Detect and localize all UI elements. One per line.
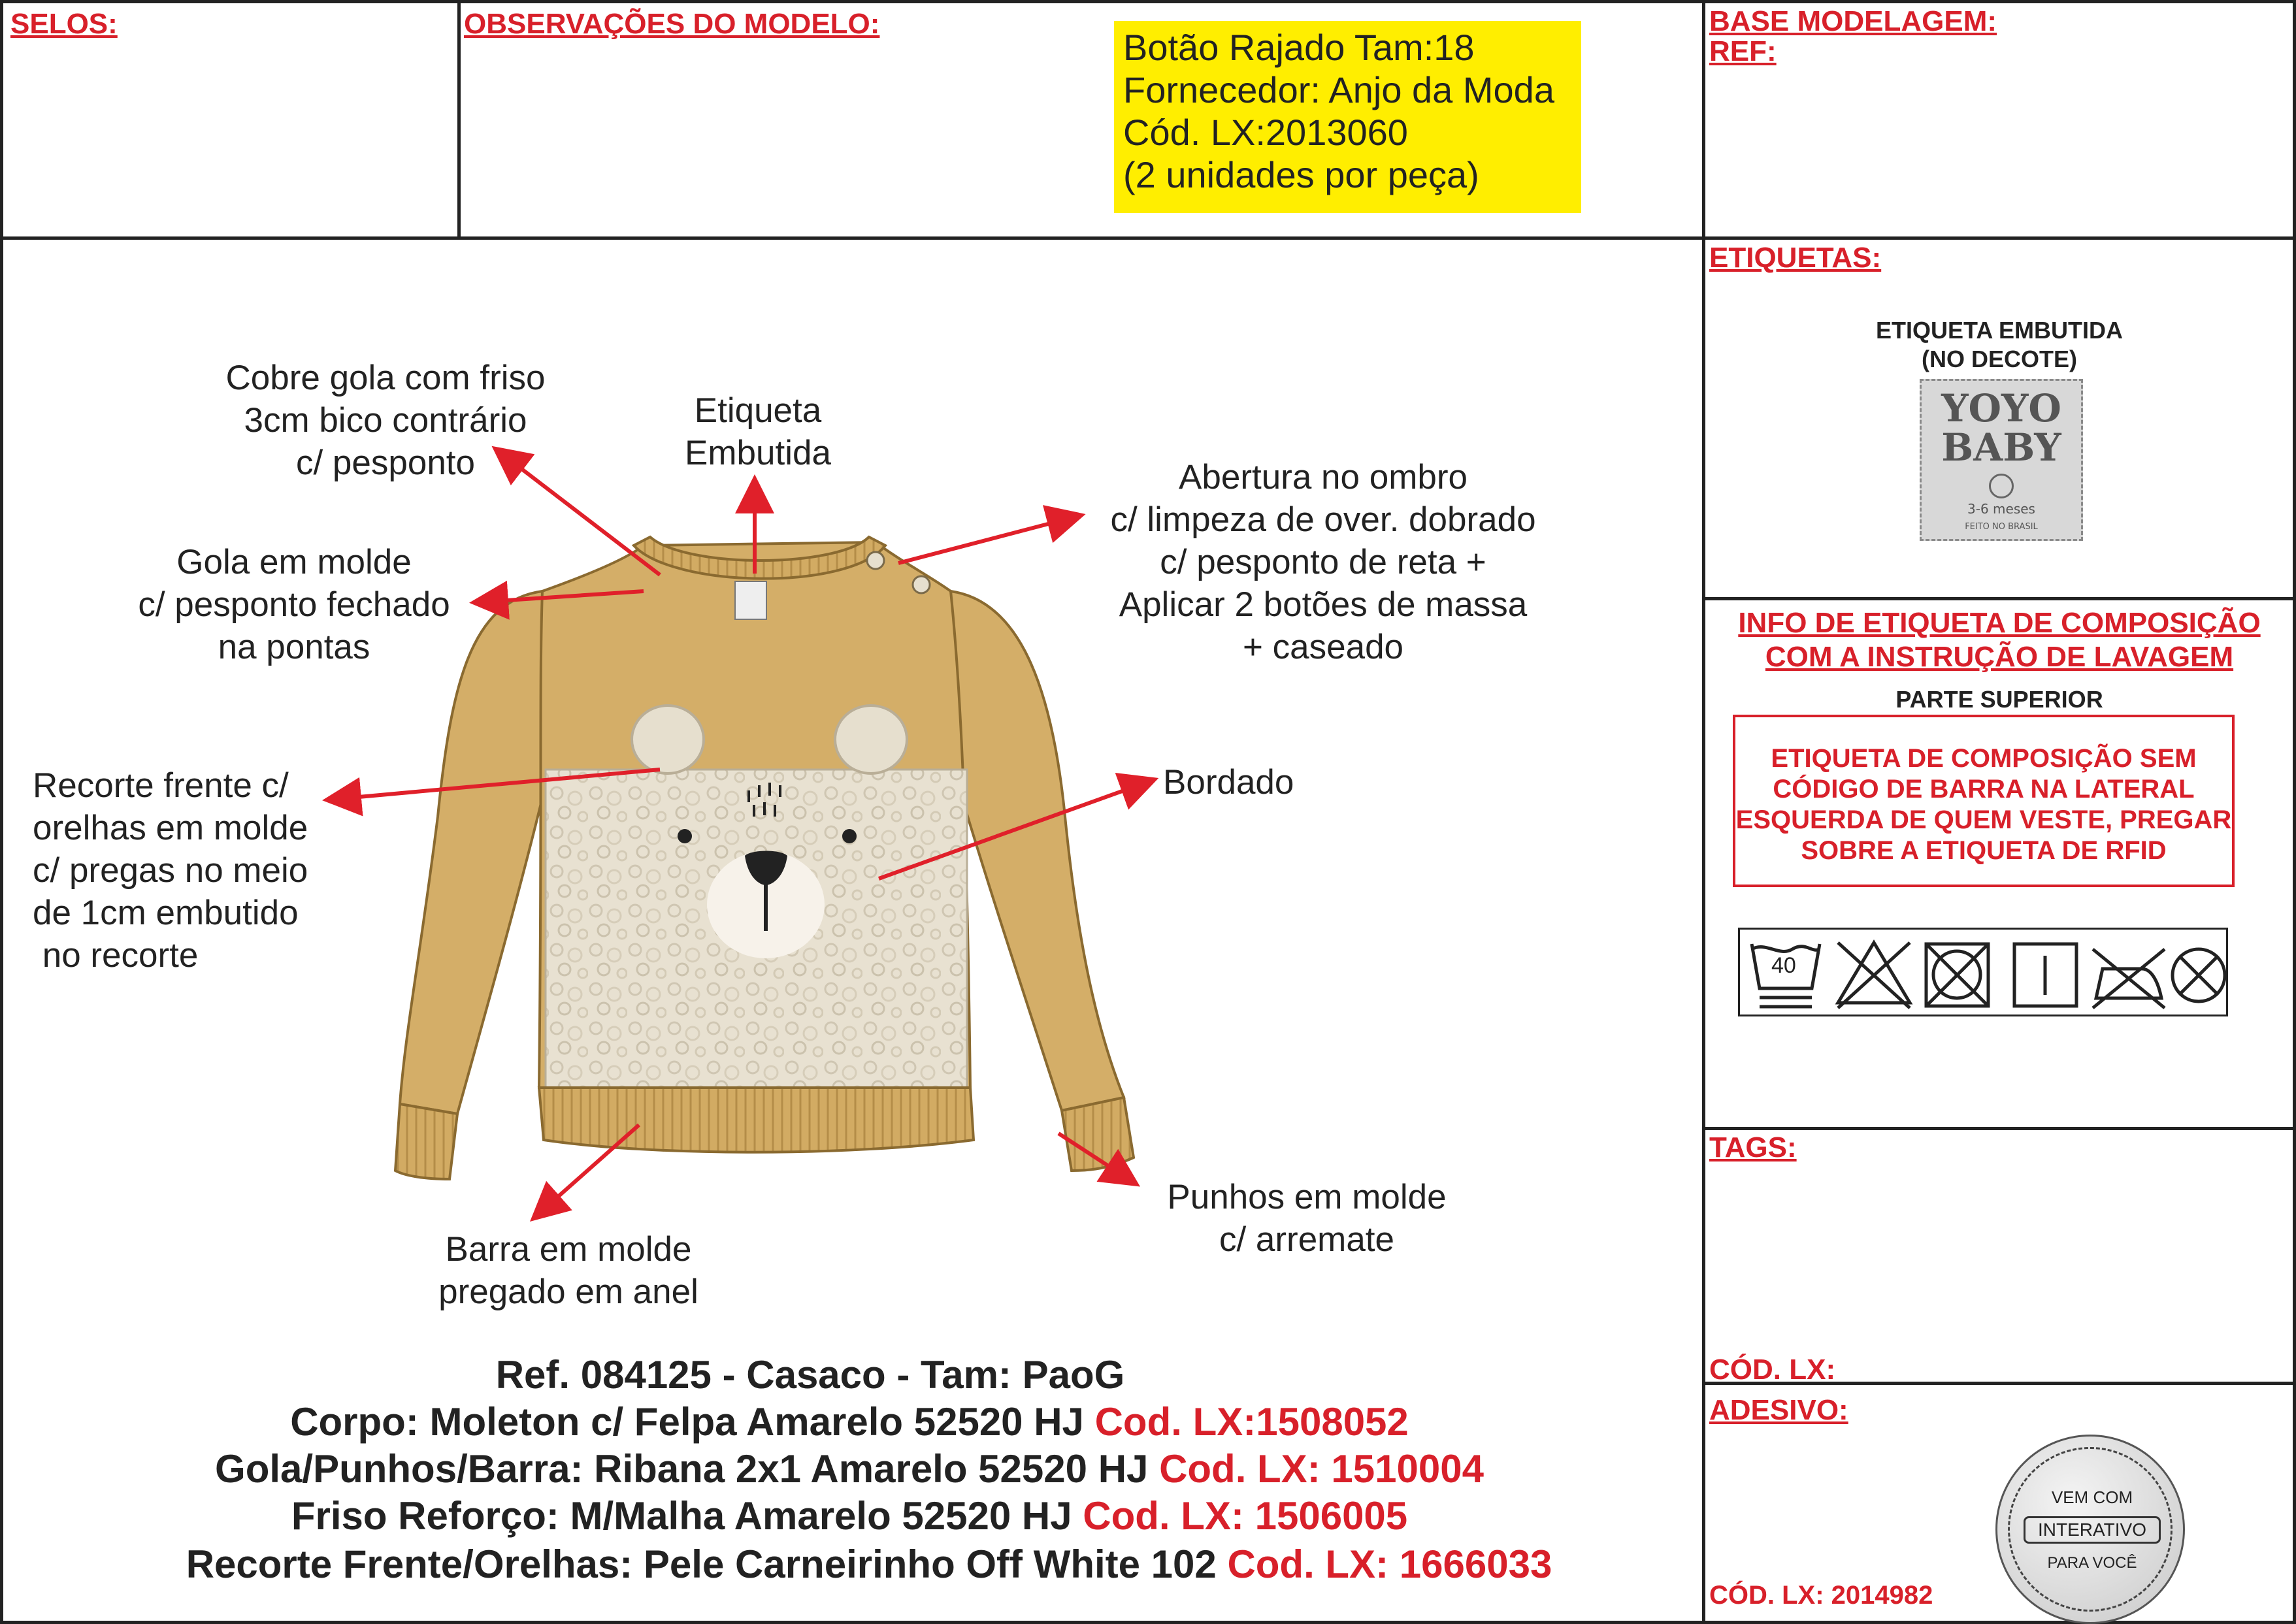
button-note-line: (2 unidades por peça)	[1123, 154, 1479, 195]
note-line: c/ pesponto de reta +	[1160, 543, 1486, 581]
reference-code: Cod. LX:1508052	[1094, 1400, 1409, 1444]
reference-line	[20, 1542, 1718, 1587]
note-cobre-gola	[203, 357, 568, 484]
button-note-line: Botão Rajado Tam:18	[1123, 27, 1475, 68]
note-line: orelhas em molde	[33, 809, 308, 847]
note-line: Barra em molde	[445, 1230, 692, 1269]
warning-line: CÓDIGO DE BARRA NA LATERAL	[1773, 775, 2195, 804]
reference-line	[0, 1399, 1699, 1444]
note-line: Punhos em molde	[1167, 1178, 1447, 1216]
no-dry-clean-icon	[2173, 949, 2225, 1001]
note-line: c/ pesponto	[295, 444, 476, 482]
reference-code: Cod. LX: 1506005	[1083, 1494, 1408, 1538]
left-sleeve	[400, 591, 549, 1114]
shoulder-button	[867, 552, 884, 569]
title-line: (NO DECOTE)	[1922, 346, 2077, 372]
left-ear	[632, 706, 704, 773]
rfid-warning	[1733, 715, 2235, 887]
note-line: Gola em molde	[176, 543, 412, 581]
left-cuff	[395, 1104, 457, 1179]
button-note-line: Cód. LX:2013060	[1123, 112, 1408, 153]
line-dry-icon	[2014, 944, 2076, 1006]
note-line: na pontas	[218, 628, 370, 666]
warning-line: ESQUERDA DE QUEM VESTE, PREGAR	[1735, 805, 2232, 834]
note-line: Aplicar 2 botões de massa	[1119, 585, 1528, 624]
etiqueta-embutida-title	[1731, 316, 2267, 374]
no-tumble-dry-icon	[1926, 944, 1988, 1006]
bear-eye	[678, 829, 692, 843]
warning-line: SOBRE A ETIQUETA DE RFID	[1801, 836, 2167, 865]
note-recorte-frente	[33, 764, 308, 977]
tag-origin: FEITO NO BRASIL	[1965, 522, 2038, 532]
note-line: Recorte frente c/	[33, 766, 289, 805]
interativo-seal	[1995, 1435, 2185, 1624]
yoyo-baby-tag	[1920, 379, 2083, 541]
tags-label: TAGS:	[1709, 1131, 1797, 1163]
note-line: Bordado	[1163, 763, 1294, 802]
reference-text: Corpo: Moleton c/ Felpa Amarelo 52520 HJ	[290, 1400, 1095, 1444]
arrow-abertura	[898, 516, 1078, 563]
note-abertura-ombro	[1072, 456, 1575, 668]
title-line: ETIQUETA EMBUTIDA	[1876, 317, 2123, 344]
reference-title: Ref. 084125 - Casaco - Tam: PaoG	[495, 1353, 1125, 1397]
note-gola-molde	[111, 541, 477, 668]
right-sleeve	[951, 591, 1124, 1111]
reference-line	[0, 1493, 1699, 1538]
hem	[539, 1088, 974, 1152]
note-line: Etiqueta	[694, 391, 822, 430]
adesivo-cod-lx: CÓD. LX: 2014982	[1709, 1581, 1933, 1610]
note-line: Embutida	[685, 434, 831, 472]
note-punhos-molde	[1140, 1176, 1473, 1261]
note-line: pregado em anel	[438, 1273, 698, 1311]
right-ear	[835, 706, 907, 773]
note-line: c/ pesponto fechado	[138, 585, 450, 624]
seal-line: VEM COM	[2051, 1487, 2133, 1507]
info-line: INFO DE ETIQUETA DE COMPOSIÇÃO	[1738, 607, 2261, 639]
shoulder-button	[913, 576, 930, 593]
reference-line	[0, 1446, 1699, 1491]
parte-superior: PARTE SUPERIOR	[1895, 686, 2103, 713]
neck-label	[735, 581, 766, 619]
note-line: + caseado	[1242, 628, 1404, 666]
adesivo-label: ADESIVO:	[1709, 1394, 1848, 1426]
note-bordado	[1163, 761, 1294, 804]
no-iron-icon	[2093, 949, 2165, 1008]
ref-label: REF:	[1709, 35, 1777, 67]
bear-eye	[842, 829, 857, 843]
reference-text: Gola/Punhos/Barra: Ribana 2x1 Amarelo 52520 HJ	[215, 1447, 1160, 1491]
tag-logo-line: BABY	[1941, 425, 2061, 470]
tag-logo-line: YOYO	[1941, 386, 2061, 430]
reference-text: Friso Reforço: M/Malha Amarelo 52520 HJ	[291, 1494, 1083, 1538]
reference-code: Cod. LX: 1666033	[1227, 1542, 1552, 1586]
warning-line: ETIQUETA DE COMPOSIÇÃO SEM	[1771, 744, 2197, 773]
selos-label: SELOS:	[10, 8, 118, 40]
wash-temp: 40	[1771, 953, 1796, 978]
reference-text: Recorte Frente/Orelhas: Pele Carneirinho Off White 102	[186, 1542, 1228, 1586]
note-line: c/ limpeza de over. dobrado	[1110, 500, 1536, 539]
info-etiqueta-label	[1705, 606, 2293, 674]
note-line: Cobre gola com friso	[225, 359, 546, 397]
etiquetas-label: ETIQUETAS:	[1709, 242, 1882, 274]
info-line: COM A INSTRUÇÃO DE LAVAGEM	[1765, 641, 2234, 673]
note-etiqueta-embutida	[660, 389, 856, 474]
note-line: c/ arremate	[1219, 1220, 1395, 1259]
seal-line: INTERATIVO	[2024, 1516, 2161, 1544]
tag-size: 3-6 meses	[1967, 501, 2035, 517]
observacoes-label: OBSERVAÇÕES DO MODELO:	[464, 8, 880, 40]
note-line: no recorte	[33, 936, 199, 975]
base-modelagem-label: BASE MODELAGEM:	[1709, 5, 1997, 37]
note-line: 3cm bico contrário	[244, 401, 527, 440]
seal-line: PARA VOCÊ	[2047, 1554, 2137, 1572]
no-bleach-icon	[1838, 943, 1910, 1008]
note-line: c/ pregas no meio	[33, 851, 308, 890]
tag-size-icon	[1989, 474, 2014, 498]
note-line: de 1cm embutido	[33, 894, 299, 932]
note-barra-molde	[405, 1228, 732, 1313]
reference-code: Cod. LX: 1510004	[1159, 1447, 1484, 1491]
button-note-line: Fornecedor: Anjo da Moda	[1123, 69, 1554, 110]
note-line: Abertura no ombro	[1179, 458, 1468, 496]
tags-cod-lx-label: CÓD. LX:	[1709, 1354, 1836, 1386]
care-symbols	[1738, 928, 2228, 1016]
